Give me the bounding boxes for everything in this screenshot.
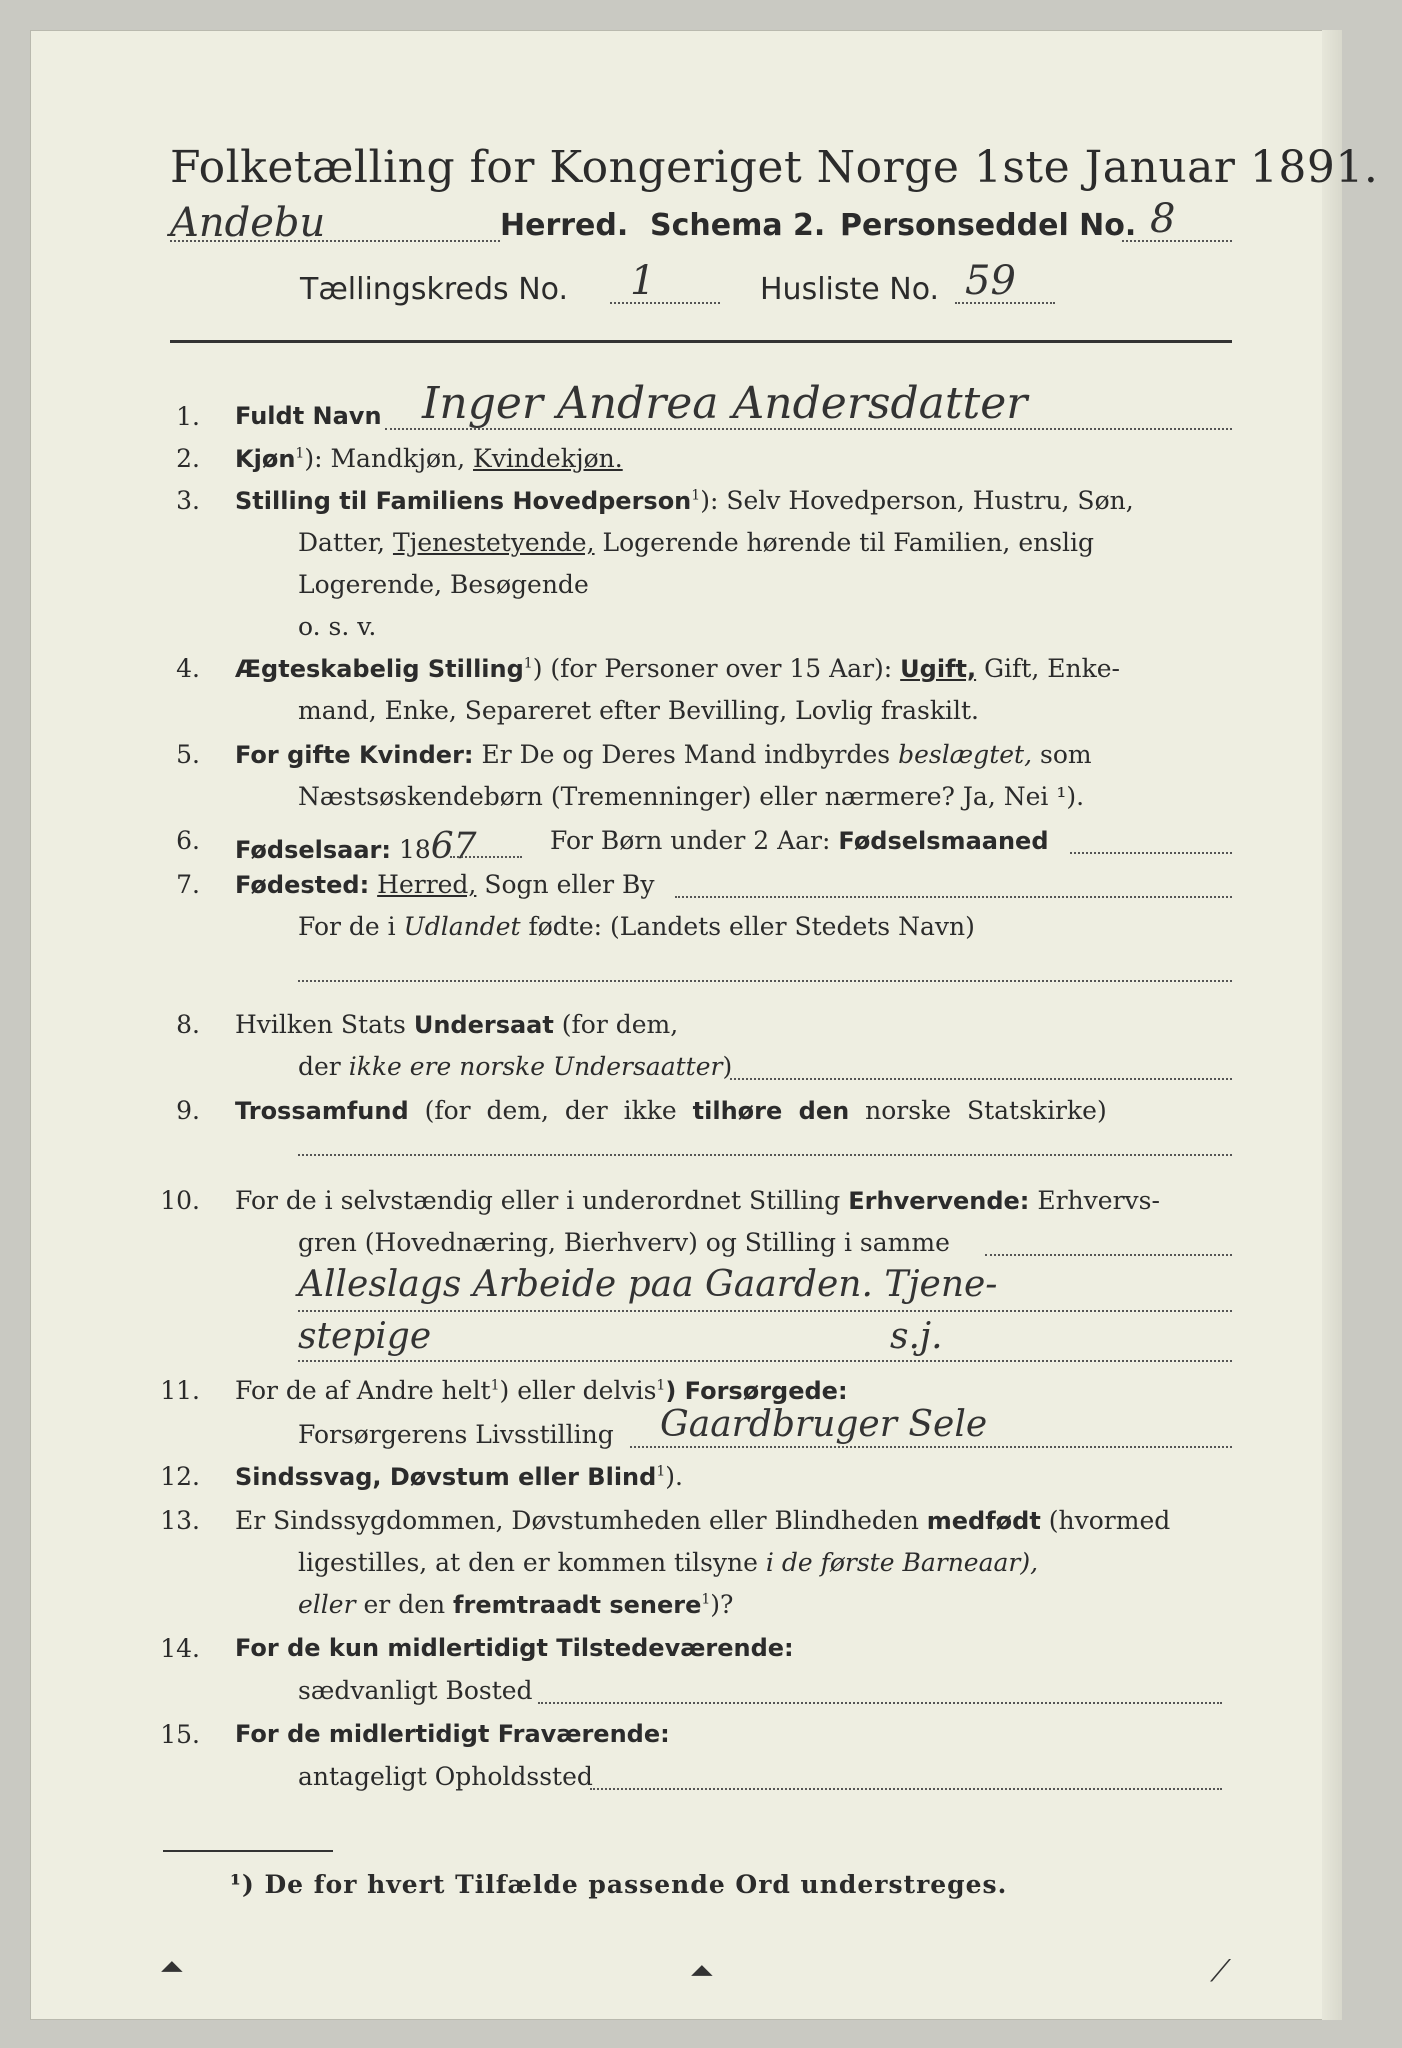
occupation-answer-1: Alleslags Arbeide paa Gaarden. Tjene- xyxy=(298,1264,998,1305)
selected-marital-status: Ugift, xyxy=(900,655,977,683)
item-5-number: 5. xyxy=(176,740,200,769)
corner-mark-center: ⏶ xyxy=(690,1954,714,1989)
item-6-number: 6. xyxy=(176,826,200,855)
usual-residence-line xyxy=(538,1702,1222,1704)
item-14-line-2: sædvanligt Bosted xyxy=(298,1676,533,1705)
nationality-line xyxy=(730,1078,1232,1080)
item-15-label: For de midlertidigt Fraværende: xyxy=(235,1720,670,1748)
page-edge xyxy=(1322,30,1342,2020)
corner-mark-left: ⏶ xyxy=(160,1950,184,1985)
item-9-line: Trossamfund (for dem, der ikke tilhøre den norske Statskirke) xyxy=(235,1096,1107,1125)
item-14-label: For de kun midlertidigt Tilstedeværende: xyxy=(235,1634,794,1662)
item-12-line: Sindssvag, Døvstum eller Blind$^1$). xyxy=(235,1462,683,1491)
corner-mark-right: ⟋ xyxy=(1210,1954,1231,1989)
item-10-number: 10. xyxy=(160,1186,200,1215)
item-3-line-2: Datter, Tjenestetyende, Logerende hørende til Familien, enslig xyxy=(298,528,1095,557)
kreds-number: 1 xyxy=(630,258,656,304)
item-11-line-1: For de af Andre helt$^1$) eller delvis$^1$) Forsørgede: xyxy=(235,1376,848,1405)
item-3-line-1: Stilling til Familiens Hovedperson$^1$): Selv Hovedperson, Hustru, Søn, xyxy=(235,486,1134,515)
item-13-number: 13. xyxy=(160,1506,200,1535)
item-8-number: 8. xyxy=(176,1010,200,1039)
item-8-line-1: Hvilken Stats Undersaat (for dem, xyxy=(235,1010,679,1039)
item-14-number: 14. xyxy=(160,1634,200,1663)
birth-year-answer: 67 xyxy=(430,826,477,867)
municipality-handwritten: Andebu xyxy=(170,200,326,246)
item-7-number: 7. xyxy=(176,870,200,899)
item-15-number: 15. xyxy=(160,1720,200,1749)
item-10-line-1: For de i selvstændig eller i underordnet Stilling Erhvervende: Erhvervs- xyxy=(235,1186,1160,1215)
stay-location-line xyxy=(590,1788,1222,1790)
provider-answer: Gaardbruger Sele xyxy=(660,1404,988,1445)
footnote: ¹) De for hvert Tilfælde passende Ord understreges. xyxy=(230,1870,1008,1899)
item-3-line-3: Logerende, Besøgende xyxy=(298,570,589,599)
full-name-answer: Inger Andrea Andersdatter xyxy=(422,378,1028,429)
item-12-number: 12. xyxy=(160,1462,200,1491)
item-10-line-2: gren (Hovednæring, Bierhverv) og Stilling i samme xyxy=(298,1228,950,1257)
item-5-line-2: Næstsøskendebørn (Tremenninger) eller nærmere? Ja, Nei ¹). xyxy=(298,782,1085,811)
municipality-line xyxy=(170,240,500,242)
item-13-line-2: ligestilles, at den er kommen tilsyne i de første Barneaar), xyxy=(298,1548,1039,1577)
personseddel-line xyxy=(1122,240,1232,242)
item-3-number: 3. xyxy=(176,486,200,515)
selected-birthplace: Herred, xyxy=(377,870,477,899)
personseddel-number: 8 xyxy=(1150,196,1176,242)
form-title: Folketælling for Kongeriget Norge 1ste Januar 1891. xyxy=(170,142,1379,193)
header-rule xyxy=(170,340,1232,343)
foreign-birthplace-line xyxy=(298,980,1232,982)
item-4-line-1: Ægteskabelig Stilling$^1$) (for Personer over 15 Aar): Ugift, Gift, Enke- xyxy=(235,654,1120,683)
item-7-line-2: For de i Udlandet fødte: (Landets eller Stedets Navn) xyxy=(298,912,975,941)
item-13-line-3: eller er den fremtraadt senere$^1$)? xyxy=(298,1590,734,1619)
herred-label: Herred. xyxy=(500,208,629,243)
item-5-line-1: For gifte Kvinder: Er De og Deres Mand indbyrdes beslægtet, som xyxy=(235,740,1092,769)
husliste-line xyxy=(955,302,1055,304)
occupation-line-2 xyxy=(298,1310,1232,1312)
item-6-under2: For Børn under 2 Aar: Fødselsmaaned xyxy=(550,826,1049,855)
kreds-label: Tællingskreds No. xyxy=(300,272,568,307)
occupation-answer-3: s.j. xyxy=(890,1316,943,1357)
husliste-label: Husliste No. xyxy=(760,272,940,307)
provider-line xyxy=(630,1446,1232,1448)
item-7-line-1: Fødested: Herred, Sogn eller By xyxy=(235,870,655,899)
item-2-text: Kjøn$^1$): Mandkjøn, Kvindekjøn. xyxy=(235,444,623,473)
item-2-number: 2. xyxy=(176,444,200,473)
item-9-number: 9. xyxy=(176,1096,200,1125)
birth-month-line xyxy=(1070,852,1232,854)
census-form-sheet xyxy=(30,30,1379,2020)
selected-family-position: Tjenestetyende, xyxy=(392,528,595,557)
item-6-line: Fødselsaar: 1867 xyxy=(235,826,477,867)
selected-gender: Kvindekjøn. xyxy=(473,444,623,473)
husliste-number: 59 xyxy=(965,258,1016,304)
item-4-number: 4. xyxy=(176,654,200,683)
item-3-line-4: o. s. v. xyxy=(298,612,377,641)
item-1-number: 1. xyxy=(176,402,200,431)
religion-line xyxy=(298,1154,1232,1156)
birthplace-line xyxy=(675,896,1232,898)
item-11-number: 11. xyxy=(160,1376,200,1405)
personseddel-label: Personseddel No. xyxy=(840,208,1137,243)
occupation-answer-2: stepige xyxy=(298,1316,432,1357)
birth-year-line xyxy=(450,856,522,858)
footnote-rule xyxy=(163,1850,333,1852)
item-4-line-2: mand, Enke, Separeret efter Bevilling, Lovlig fraskilt. xyxy=(298,696,979,725)
item-15-line-2: antageligt Opholdssted xyxy=(298,1762,593,1791)
occupation-line-1 xyxy=(985,1254,1232,1256)
item-1-label: Fuldt Navn xyxy=(235,402,382,430)
occupation-line-3 xyxy=(298,1360,1232,1362)
item-8-line-2: der ikke ere norske Undersaatter) xyxy=(298,1052,733,1081)
item-11-line-2: Forsørgerens Livsstilling xyxy=(298,1420,614,1449)
item-13-line-1: Er Sindssygdommen, Døvstumheden eller Blindheden medfødt (hvormed xyxy=(235,1506,1171,1535)
kreds-line xyxy=(610,302,720,304)
schema-label: Schema 2. xyxy=(650,208,826,243)
full-name-line xyxy=(385,428,1232,430)
